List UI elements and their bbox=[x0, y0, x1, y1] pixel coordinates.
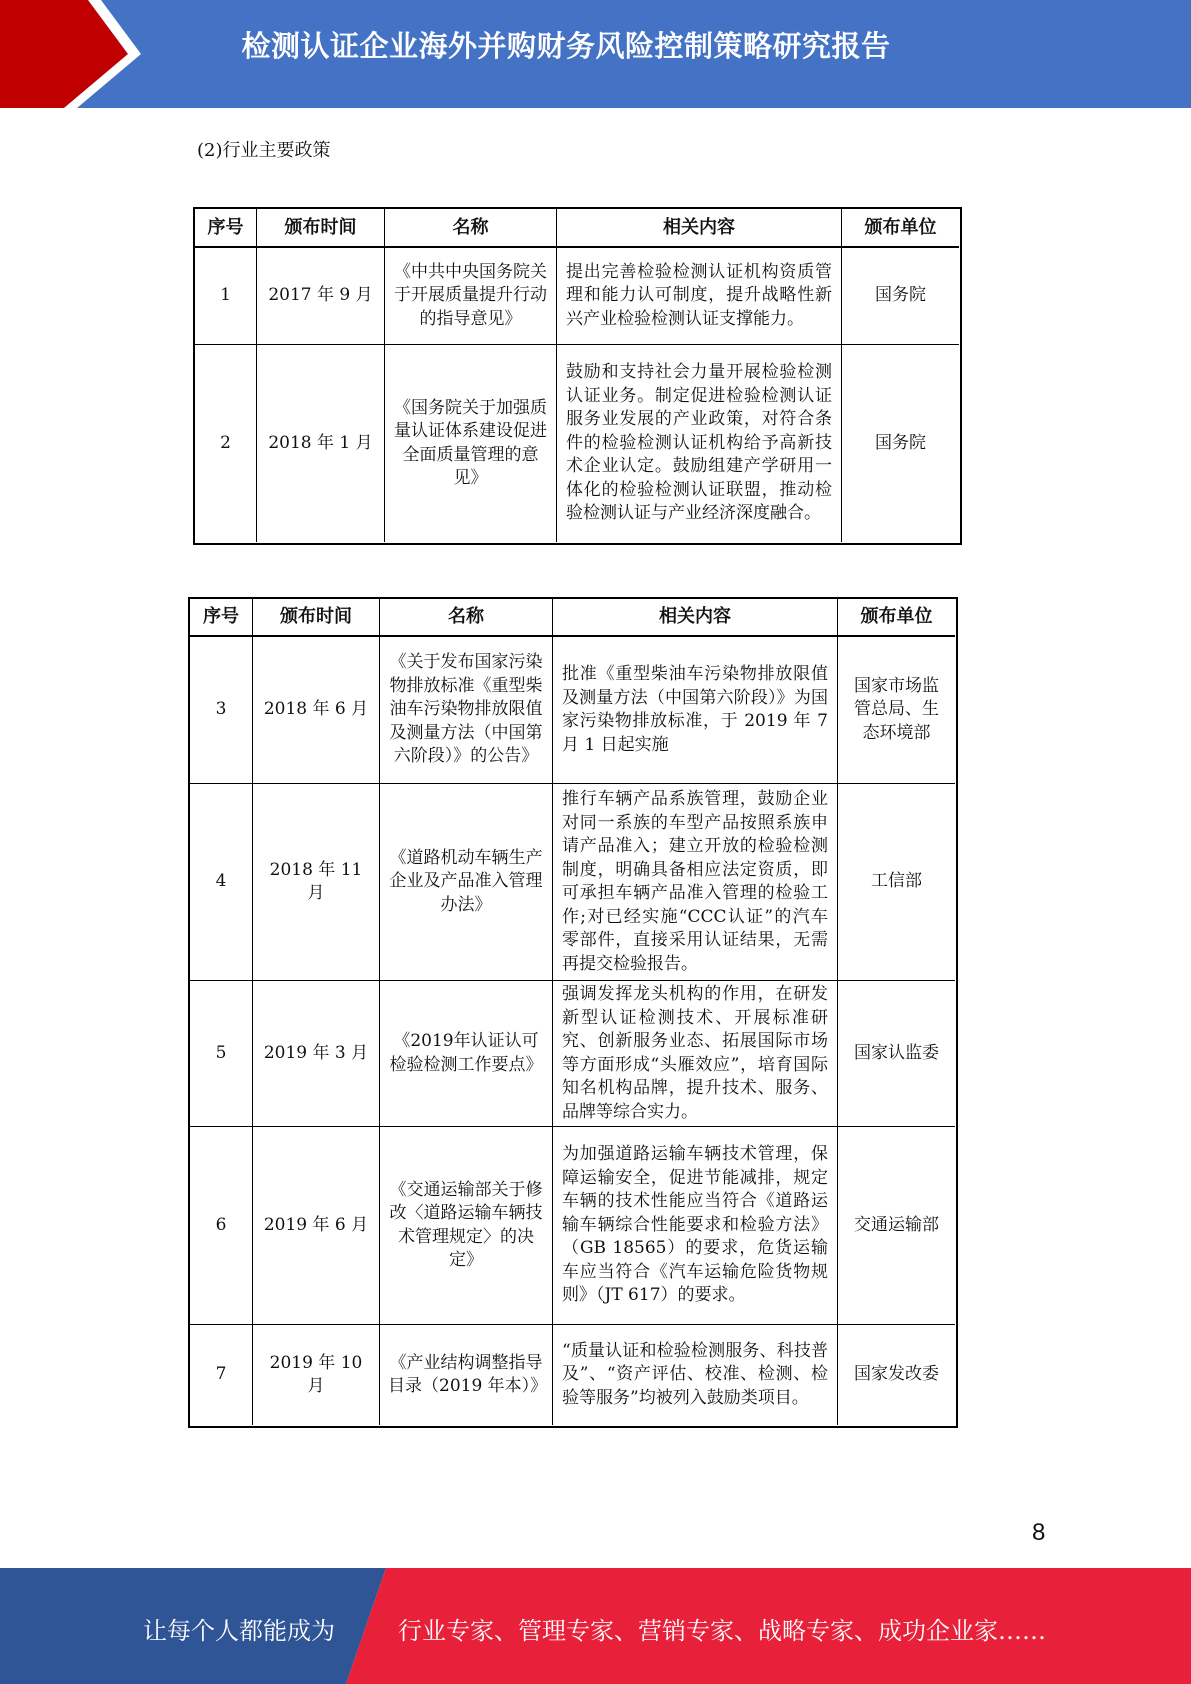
table-cell-date: 2017 年 9 月 bbox=[257, 248, 385, 345]
table-cell-name: 《道路机动车辆生产企业及产品准入管理办法》 bbox=[380, 784, 553, 981]
table-cell-content: 鼓励和支持社会力量开展检验检测认证业务。制定促进检验检测认证服务业发展的产业政策，对符合条件的检验检测认证机构给予高新技术企业认定。鼓励组建产学研用一体化的检验检测认证联盟，推动检验检测认证与产业经济深度融合。 bbox=[557, 345, 842, 542]
table-header-no: 序号 bbox=[195, 209, 257, 248]
footer-slogan-right: 行业专家、管理专家、营销专家、战略专家、成功企业家…… bbox=[398, 1617, 1046, 1645]
table-cell-date: 2018 年 11 月 bbox=[253, 784, 380, 981]
table-cell-name: 《交通运输部关于修改〈道路运输车辆技术管理规定〉的决定》 bbox=[380, 1127, 553, 1325]
table-header-date: 颁布时间 bbox=[257, 209, 385, 248]
table-cell-issuer: 国家市场监管总局、生态环境部 bbox=[838, 637, 955, 784]
table-cell-issuer: 国务院 bbox=[875, 432, 926, 453]
table-cell-no: 2 bbox=[195, 345, 257, 542]
section-heading: (2)行业主要政策 bbox=[197, 140, 331, 161]
table-header-issuer: 颁布单位 bbox=[838, 599, 955, 637]
table-cell-content: 为加强道路运输车辆技术管理，保障运输安全，促进节能减排，规定车辆的技术性能应当符合《道路运输车辆综合性能要求和检验方法》（GB 18565）的要求，危货运输车应当符合《汽车运输危险货物规则》（JT 617）的要求。 bbox=[553, 1127, 838, 1325]
table-cell-date: 2019 年 6 月 bbox=[253, 1127, 380, 1325]
table-cell-name: 《2019年认证认可检验检测工作要点》 bbox=[380, 981, 553, 1127]
table-cell-no: 3 bbox=[190, 637, 253, 784]
table-header-content: 相关内容 bbox=[553, 599, 838, 637]
report-title: 检测认证企业海外并购财务风险控制策略研究报告 bbox=[241, 31, 891, 63]
table-cell-content: 提出完善检验检测认证机构资质管理和能力认可制度，提升战略性新兴产业检验检测认证支撑能力。 bbox=[557, 248, 842, 345]
table-cell-date: 2018 年 1 月 bbox=[257, 345, 385, 542]
table-cell-issuer: 国家认监委 bbox=[838, 981, 955, 1127]
table-cell-issuer: 国家发改委 bbox=[854, 1364, 939, 1385]
table-cell-issuer: 国务院 bbox=[842, 248, 959, 345]
table-cell-name: 《国务院关于加强质量认证体系建设促进全面质量管理的意见》 bbox=[385, 345, 557, 542]
policy-table-2 bbox=[188, 597, 958, 1428]
table-cell-date: 2019 年 10 月 bbox=[253, 1325, 380, 1425]
table-header-date: 颁布时间 bbox=[253, 599, 380, 637]
table-cell-no: 5 bbox=[190, 981, 253, 1127]
table-cell-content: 推行车辆产品系族管理，鼓励企业对同一系族的车型产品按照系族申请产品准入；建立开放的检验检测制度，明确具备相应法定资质，即可承担车辆产品准入管理的检验工作;对已经实施“CCC认证”的汽车零部件，直接采用认证结果，无需再提交检验报告。 bbox=[553, 784, 838, 981]
footer-slogan-left: 让每个人都能成为 bbox=[143, 1617, 335, 1645]
table-cell-name: 《产业结构调整指导目录（2019 年本）》 bbox=[380, 1325, 553, 1425]
table-cell-no: 4 bbox=[190, 784, 253, 981]
table-cell-no: 6 bbox=[190, 1127, 253, 1325]
page-number: 8 bbox=[1032, 1519, 1046, 1546]
table-header-name: 名称 bbox=[385, 209, 557, 248]
table-cell-issuer: 交通运输部 bbox=[838, 1127, 955, 1325]
table-cell-content: 批准《重型柴油车污染物排放限值及测量方法（中国第六阶段）》为国家污染物排放标准，于 2019 年 7 月 1 日起实施 bbox=[553, 637, 838, 784]
table-cell-no: 7 bbox=[190, 1325, 253, 1425]
table-cell-no: 1 bbox=[195, 248, 257, 345]
table-header-content: 相关内容 bbox=[557, 209, 842, 248]
table-cell-date: 2019 年 3 月 bbox=[253, 981, 380, 1127]
table-cell-content: 强调发挥龙头机构的作用，在研发新型认证检测技术、开展标准研究、创新服务业态、拓展国际市场等方面形成“头雁效应”，培育国际知名机构品牌，提升技术、服务、品牌等综合实力。 bbox=[553, 981, 838, 1127]
table-cell-name: 《关于发布国家污染物排放标准《重型柴油车污染物排放限值及测量方法（中国第六阶段）》的公告》 bbox=[380, 637, 553, 784]
table-cell-content: “质量认证和检验检测服务、科技普及”、“资产评估、校准、检测、检验等服务”均被列入鼓励类项目。 bbox=[553, 1325, 838, 1425]
table-header-issuer: 颁布单位 bbox=[842, 209, 959, 248]
table-cell-date: 2018 年 6 月 bbox=[253, 637, 380, 784]
table-cell-issuer: 工信部 bbox=[838, 784, 955, 981]
table-cell-name: 《中共中央国务院关于开展质量提升行动的指导意见》 bbox=[385, 248, 557, 345]
table-header-no: 序号 bbox=[190, 599, 253, 637]
table-header-name: 名称 bbox=[380, 599, 553, 637]
policy-table-1 bbox=[193, 207, 962, 545]
